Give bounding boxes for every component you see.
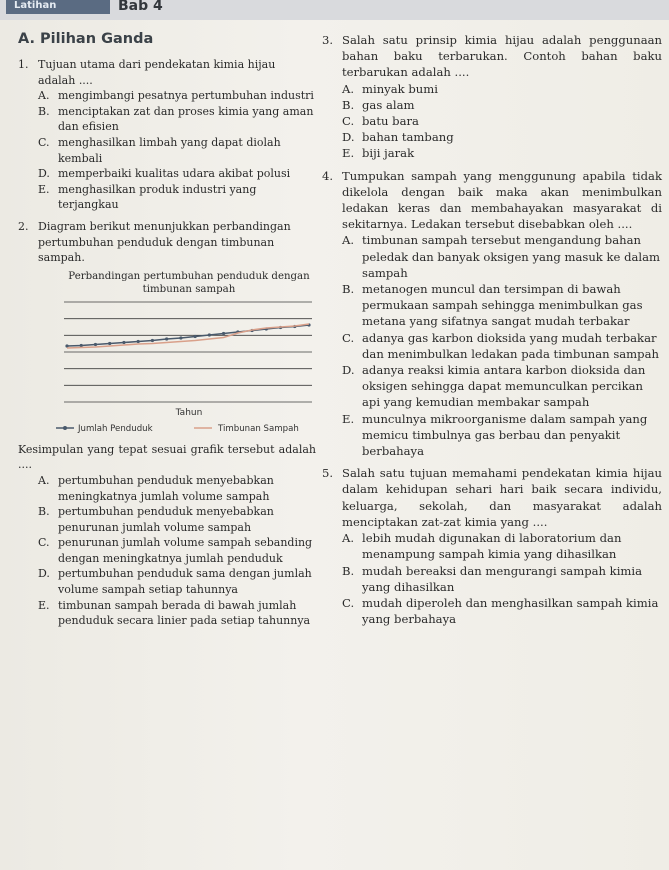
option-letter: D. xyxy=(342,363,355,378)
option-letter: A. xyxy=(38,89,50,103)
population-data-point xyxy=(222,332,225,335)
option-text: timbunan sampah berada di bawah jumlah penduduk secara linier pada setiap tahunnya xyxy=(58,598,311,628)
question-number: 2. xyxy=(18,219,29,233)
option-a[interactable] xyxy=(38,88,316,104)
option-letter: B. xyxy=(38,104,50,118)
question-stem: Diagram berikut menunjukkan perbandingan pertumbuhan penduduk dengan timbunan sampah. xyxy=(38,219,291,265)
legend-population-label: Jumlah Penduduk xyxy=(78,423,153,434)
question-stem: Salah satu tujuan memahami pendekatan kimia hijau dalam kehidupan sehari hari baik secara individu, keluarga, sekolah, dan masyarakat adalah menciptakan zat-zat kimia yang .... xyxy=(342,466,662,529)
option-text: penurunan jumlah volume sampah sebanding dengan meningkatnya jumlah penduduk xyxy=(58,536,313,565)
option-letter: D. xyxy=(38,167,50,181)
population-data-point xyxy=(179,336,182,339)
population-data-point xyxy=(94,343,97,346)
population-data-point xyxy=(165,337,168,340)
option-text: menghasilkan produk industri yang terjangkau xyxy=(58,182,257,212)
question-stem: Tujuan utama dari pendekatan kimia hijau adalah .... xyxy=(38,58,276,87)
question-stem: Salah satu prinsip kimia hijau adalah penggunaan bahan baku terbarukan. Contoh bahan baku terbarukan adalah .... xyxy=(342,33,662,80)
population-waste-chart xyxy=(54,270,324,440)
option-d[interactable] xyxy=(38,566,316,597)
option-text: memperbaiki kualitas udara akibat polusi xyxy=(58,167,291,181)
option-letter: D. xyxy=(342,130,355,145)
option-d[interactable] xyxy=(342,129,662,145)
chart-svg xyxy=(54,298,324,440)
population-data-point xyxy=(151,339,154,342)
population-data-point xyxy=(194,335,197,338)
option-c[interactable] xyxy=(342,113,662,129)
section-title: A. Pilihan Ganda xyxy=(18,31,154,47)
option-d[interactable] xyxy=(342,362,662,411)
option-letter: C. xyxy=(342,330,355,345)
option-letter: A. xyxy=(342,81,355,96)
option-text: gas alam xyxy=(362,97,415,112)
question-5 xyxy=(322,465,662,627)
option-e[interactable] xyxy=(38,182,316,213)
option-text: pertumbuhan penduduk menyebabkan penurunan jumlah volume sampah xyxy=(58,505,274,534)
option-letter: C. xyxy=(342,595,355,610)
question-stem-after: Kesimpulan yang tepat sesuai grafik tersebut adalah .... xyxy=(18,442,316,472)
option-c[interactable] xyxy=(38,135,316,166)
population-data-point xyxy=(122,341,125,344)
population-data-point xyxy=(80,344,83,347)
option-text: pertumbuhan penduduk sama dengan jumlah volume sampah setiap tahunnya xyxy=(58,567,312,597)
right-column xyxy=(322,32,662,627)
option-a[interactable] xyxy=(38,473,316,504)
left-column xyxy=(18,57,316,629)
question-number: 4. xyxy=(322,168,334,183)
option-letter: E. xyxy=(38,598,50,612)
option-letter: E. xyxy=(342,411,355,426)
option-letter: A. xyxy=(342,233,355,248)
exercise-tab: Latihan xyxy=(6,0,110,14)
question-number: 5. xyxy=(322,466,334,481)
option-text: bahan tambang xyxy=(362,130,454,145)
option-text: adanya reaksi kimia antara karbon dioksida dan oksigen sehingga dapat memunculkan percikan api yang kemudian membakar sampah xyxy=(362,363,646,410)
option-text: pertumbuhan penduduk menyebabkan meningkatnya jumlah volume sampah xyxy=(58,473,274,503)
legend-waste-label: Timbunan Sampah xyxy=(218,423,299,434)
option-letter: E. xyxy=(342,146,355,161)
option-text: adanya gas karbon dioksida yang mudah terbakar dan menimbulkan ledakan pada timbunan sampah xyxy=(362,330,659,361)
option-letter: A. xyxy=(342,531,355,546)
option-b[interactable] xyxy=(342,563,662,595)
option-e[interactable] xyxy=(38,598,316,629)
option-text: menghasilkan limbah yang dapat diolah kembali xyxy=(58,135,281,165)
population-data-point xyxy=(208,333,211,336)
legend-population-marker xyxy=(63,426,67,430)
option-letter: D. xyxy=(38,567,50,581)
option-text: lebih mudah digunakan di laboratorium dan menampung sampah kimia yang dihasilkan xyxy=(362,531,622,562)
option-letter: B. xyxy=(342,97,355,112)
option-e[interactable] xyxy=(342,411,662,460)
question-number: 1. xyxy=(18,58,29,71)
question-number: 3. xyxy=(322,33,334,47)
option-letter: C. xyxy=(342,114,355,129)
option-letter: B. xyxy=(342,282,355,297)
option-text: minyak bumi xyxy=(362,81,438,96)
option-text: timbunan sampah tersebut mengandung bahan peledak dan banyak oksigen yang masuk ke dalam sampah xyxy=(362,233,661,280)
chapter-label: Bab 4 xyxy=(118,0,163,14)
option-b[interactable] xyxy=(342,281,662,330)
option-e[interactable] xyxy=(342,145,662,161)
question-stem: Tumpukan sampah yang menggunung apabila tidak dikelola dengan baik maka akan menimbulkan ledakan keras dan membahayakan masyarakat di sekitarnya. Ledakan tersebut disebabkan oleh .... xyxy=(342,168,662,232)
option-a[interactable] xyxy=(342,232,662,281)
option-letter: C. xyxy=(38,135,50,149)
option-text: mengimbangi pesatnya pertumbuhan industri xyxy=(58,89,314,103)
option-c[interactable] xyxy=(342,330,662,362)
option-letter: B. xyxy=(38,505,50,519)
option-letter: C. xyxy=(38,536,50,550)
option-text: batu bara xyxy=(362,114,419,129)
option-letter: A. xyxy=(38,473,50,487)
option-a[interactable] xyxy=(342,530,662,562)
option-a[interactable] xyxy=(342,81,662,97)
population-data-point xyxy=(108,342,111,345)
option-c[interactable] xyxy=(38,535,316,566)
question-4 xyxy=(322,168,662,460)
option-text: metanogen muncul dan tersimpan di bawah permukaan sampah sehingga menimbulkan gas metana yang sifatnya sangat mudah terbakar xyxy=(362,282,643,329)
question-1 xyxy=(18,57,316,213)
chart-title: Perbandingan pertumbuhan penduduk dengan timbunan sampah xyxy=(68,270,310,295)
option-b[interactable] xyxy=(38,104,316,135)
option-text: biji jarak xyxy=(362,146,415,161)
option-letter: E. xyxy=(38,182,50,196)
option-c[interactable] xyxy=(342,595,662,627)
x-axis-label: Tahun xyxy=(175,407,203,418)
question-3 xyxy=(322,32,662,162)
option-letter: B. xyxy=(342,563,355,578)
option-b[interactable] xyxy=(342,97,662,113)
option-text: mudah diperoleh dan menghasilkan sampah kimia yang berbahaya xyxy=(362,595,659,627)
population-data-point xyxy=(65,344,68,347)
option-text: menciptakan zat dan proses kimia yang aman dan efisien xyxy=(58,104,314,134)
question-2-continued xyxy=(18,442,316,629)
option-d[interactable] xyxy=(38,166,316,182)
option-b[interactable] xyxy=(38,504,316,535)
option-text: munculnya mikroorganisme dalam sampah yang memicu timbulnya gas berbau dan penyakit berbahaya xyxy=(362,411,648,459)
population-data-point xyxy=(137,340,140,343)
question-2 xyxy=(18,219,316,266)
option-text: mudah bereaksi dan mengurangi sampah kimia yang dihasilkan xyxy=(362,563,643,594)
